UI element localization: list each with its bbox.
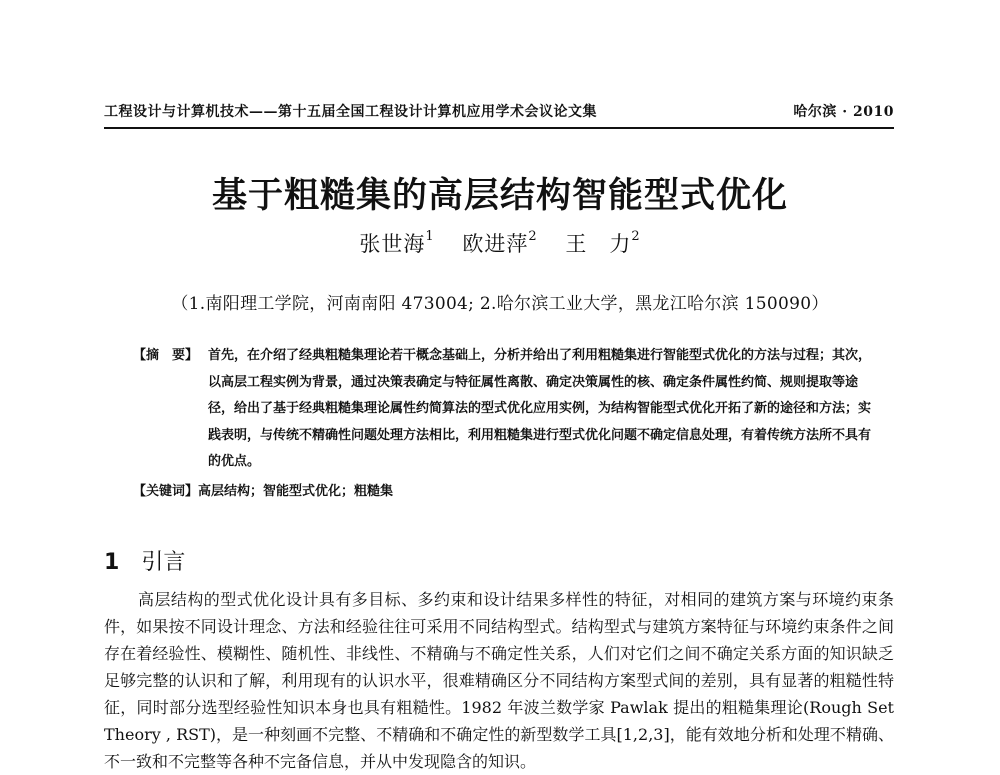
- keywords: [133, 480, 873, 499]
- keywords-text: 高层结构；智能型式优化；粗糙集: [198, 484, 394, 499]
- section-number: 1: [104, 550, 120, 575]
- author: 王 力$^2$: [565, 229, 641, 256]
- running-header: [104, 101, 894, 123]
- section-title: 引言: [141, 550, 186, 575]
- abstract-text: 首先，在介绍了经典粗糙集理论若干概念基础上，分析并给出了利用粗糙集进行智能型式优化的方法与过程；其次，以高层工程实例为背景，通过决策表确定与特征属性离散、确定决策属性的核、确定条件属性约简、规则提取等途径，给出了基于经典粗糙集理论属性约简算法的型式优化应用实例，为结构智能型式优化开拓了新的途径和方法；实践表明，与传统不精确性问题处理方法相比，利用粗糙集进行型式优化问题不确定信息处理，有着传统方法所不具有的优点。: [208, 348, 872, 469]
- affiliation: （1.南阳理工学院，河南南阳 473004; 2.哈尔滨工业大学，黑龙江哈尔滨 150090）: [171, 294, 829, 314]
- abstract: [133, 343, 873, 476]
- author: 张世海$^1$: [359, 229, 435, 256]
- body-paragraph: 高层结构的型式优化设计具有多目标、多约束和设计结果多样性的特征，对相同的建筑方案与环境约束条件，如果按不同设计理念、方法和经验往往可采用不同结构型式。结构型式与建筑方案特征与环境约束条件之间存在着经验性、模糊性、随机性、非线性、不精确与不确定性关系，人们对它们之间不确定关系方面的知识缺乏足够完整的认识和了解，利用现有的认识水平，很难精确区分不同结构方案型式间的差别，具有显著的粗糙性特征，同时部分选型经验性知识本身也具有粗糙性。1982 年波兰数学家 Pawlak 提出的粗糙集理论(Rough Set Theory , RST)，是一种刻画不完整、不精确和不确定性的新型数学工具[1,2,3]，能有效地分析和处理不精确、不一致和不完整等各种不完备信息，并从中发现隐含的知识。: [104, 590, 894, 771]
- keywords-label: 【关键词】: [133, 484, 199, 499]
- header-location-year: 哈尔滨 · 2010: [793, 104, 894, 120]
- author-list: [0, 228, 1000, 258]
- author: 欧进萍$^2$: [462, 229, 538, 256]
- section-heading: [104, 545, 185, 576]
- header-rule: [104, 127, 894, 129]
- header-proceedings: 工程设计与计算机技术——第十五届全国工程设计计算机应用学术会议论文集: [104, 104, 597, 120]
- paper-title: 基于粗糙集的高层结构智能型式优化: [211, 176, 788, 216]
- abstract-label: 【摘 要】: [133, 348, 199, 363]
